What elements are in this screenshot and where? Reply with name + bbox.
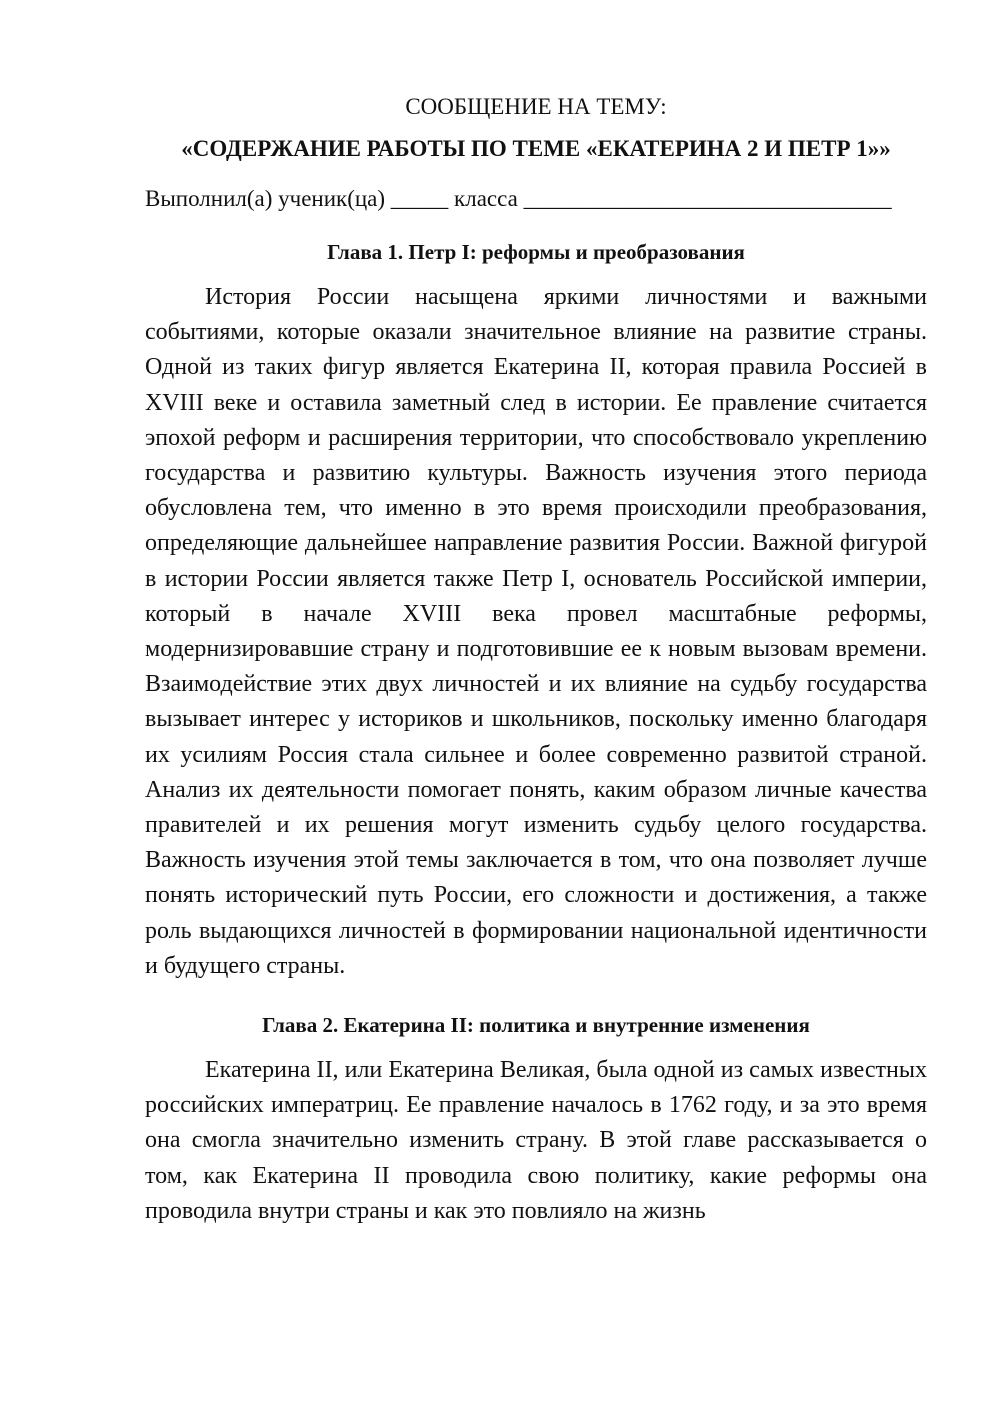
chapter2-paragraph: Екатерина II, или Екатерина Великая, была одной из самых известных российских императриц. Ее правление началось в 1762 году, и за это время она смогла значительно изменить страну. В этой главе рассказывается о том, как Екатерина II проводила свою политику, какие реформы она проводила внутри страны и как это повлияло на жизнь xyxy=(145,1057,927,1224)
chapter2-title: Глава 2. Екатерина II: политика и внутренние изменения xyxy=(262,1013,810,1038)
document-page xyxy=(145,90,927,1229)
document-title: «СОДЕРЖАНИЕ РАБОТЫ ПО ТЕМЕ «ЕКАТЕРИНА 2 И ПЕТР 1»» xyxy=(181,136,891,161)
document-header-line1: СООБЩЕНИЕ НА ТЕМУ: xyxy=(405,94,667,119)
chapter1-title: Глава 1. Петр I: реформы и преобразования xyxy=(327,240,745,264)
chapter1-paragraph: История России насыщена яркими личностями и важными событиями, которые оказали значительное влияние на развитие страны. Одной из таких фигур является Екатерина II, которая правила Россией в XVIII веке и оставила заметный след в истории. Ее правление считается эпохой реформ и расширения территории, что способствовало укреплению государства и развитию культуры. Важность изучения этого периода обусловлена тем, что именно в это время происходили преобразования, определяющие дальнейшее направление развития России. Важной фигурой в истории России является также Петр I, основатель Российской империи, который в начале XVIII века провел масштабные реформы, модернизировавшие страну и подготовившие ее к новым вызовам времени. Взаимодействие этих двух личностей и их влияние на судьбу государства вызывает интерес у историков и школьников, поскольку именно благодаря их усилиям Россия стала сильнее и более современно развитой страной. Анализ их деятельности помогает понять, каким образом личные качества правителей и их решения могут изменить судьбу целого государства. Важность изучения этой темы заключается в том, что она позволяет лучше понять исторический путь России, его сложности и достижения, а также роль выдающихся личностей в формировании национальной идентичности и будущего страны. xyxy=(145,284,927,979)
author-line: Выполнил(а) ученик(ца) _____ класса ________________________________ xyxy=(145,186,892,211)
